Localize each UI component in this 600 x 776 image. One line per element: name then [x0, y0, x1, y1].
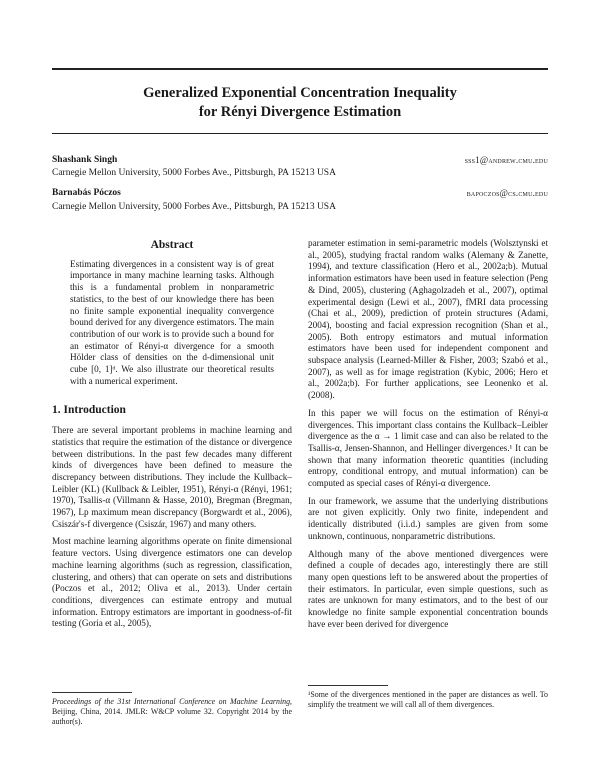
- footnote-1: ¹Some of the divergences mentioned in the paper are distances as well. To simplify the treatment we will call all of them divergences.: [308, 690, 548, 709]
- section-heading-introduction: 1. Introduction: [52, 404, 126, 417]
- title-bottom-rule: [52, 133, 548, 134]
- intro-paragraph-2: Most machine learning algorithms operate on finite dimensional feature vectors. Using divergence estimators one can develop machine learning algorithms (such as regression, classification, clustering, and others) that can operate on sets and distributions (Poczos et al., 2012; Oliva et al., 2013). Under certain conditions, divergences can estimate entropy and mutual information. Entropy estimators are important in goodness-of-fit testing (Goria et al., 2005),: [52, 536, 292, 629]
- intro-paragraph-1: There are several important problems in machine learning and statistics that require the estimation of the distance or divergence between distributions. In the past few decades many different kinds of divergences have been defined to measure the discrepancy between distributions. They include the Kullback–Leibler (KL) (Kullback & Leibler, 1951), Rényi-α (Rényi, 1961; 1970), Tsallis-α (Villmann & Hasse, 2010), Bregman (Bregman, 1967), Lp maximum mean discrepancy (Borgwardt et al., 2006), Csiszár's-f divergence (Csiszár, 1967) and many others.: [52, 425, 292, 529]
- footnote-rule-left: [52, 692, 132, 693]
- author-affiliation: Carnegie Mellon University, 5000 Forbes Ave., Pittsburgh, PA 15213 USA: [52, 168, 336, 178]
- right-column: [308, 238, 548, 637]
- paper-title-line-2: for Rényi Divergence Estimation: [198, 104, 402, 120]
- author-name: Barnabás Póczos: [52, 188, 121, 198]
- abstract-body: [70, 259, 274, 388]
- abstract-text: Estimating divergences in a consistent way is of great importance in many machine learning tasks. Although this is a fundamental problem in nonparametric statistics, to the best of our knowledge there has been no finite sample exponential inequality convergence bound derived for any divergence estimators. The main contribution of our work is to provide such a bound for an estimator of Rényi-α divergence for a smooth Hölder class of densities on the d-dimensional unit cube [0, 1]ᵈ. We also illustrate our theoretical results with a numerical experiment.: [70, 258, 274, 386]
- paper-title-line-1: Generalized Exponential Concentration Inequality: [143, 85, 457, 101]
- author-affiliation: Carnegie Mellon University, 5000 Forbes Ave., Pittsburgh, PA 15213 USA: [52, 202, 336, 212]
- proceedings-details: Beijing, China, 2014. JMLR: W&CP volume 32. Copyright 2014 by the author(s).: [52, 707, 292, 726]
- abstract-heading: Abstract: [150, 239, 194, 251]
- intro-paragraph-3: parameter estimation in semi-parametric models (Wolsztynski et al., 2005), studying fractal random walks (Alemany & Zanette, 1994), and texture classification (Hero et al., 2002a;b). Mutual information estimators have been used in feature selection (Peng & Dind, 2005), clustering (Aghagolzadeh et al., 2007), optimal experimental design (Lewi et al., 2007), fMRI data processing (Chai et al., 2009), prediction of protein structures (Adami, 2004), boosting and facial expression recognition (Shan et al., 2005). Both entropy estimators and mutual information estimators have been used for independent component and subspace analysis (Learned-Miller & Fisher, 2003; Szabó et al., 2007), as well as for image registration (Kybic, 2006; Hero et al., 2002a;b). For further applications, see Leonenko et al. (2008).: [308, 238, 548, 401]
- left-column: [52, 240, 292, 636]
- proceedings-footnote: [52, 697, 292, 727]
- intro-paragraph-5: In our framework, we assume that the underlying distributions are not given explicitly. Only two finite, independent and identically distributed (i.i.d.) samples are given from some unknown, continuous, nonparametric distributions.: [308, 495, 548, 541]
- intro-paragraph-4: In this paper we will focus on the estimation of Rényi-α divergences. This important class contains the Kullback–Leibler divergence as the α → 1 limit case and can also be related to the Tsallis-α, Jensen-Shannon, and Hellinger divergences.¹ It can be shown that many information theoretic quantities (including entropy, conditional entropy, and mutual information) can be computed as special cases of Rényi-α divergence.: [308, 407, 548, 489]
- author-email[interactable]: bapoczos@cs.cmu.edu: [466, 188, 548, 198]
- author-name: Shashank Singh: [52, 155, 118, 165]
- author-email[interactable]: sss1@andrew.cmu.edu: [464, 155, 548, 165]
- proceedings-venue: Proceedings of the 31st International Conference on Machine Learning,: [52, 697, 292, 706]
- intro-paragraph-6: Although many of the above mentioned divergences were defined a couple of decades ago, interestingly there are still many open questions left to be answered about the properties of their estimators. In particular, even simple questions, such as rates are unknown for many estimators, and to the best of our knowledge no finite sample exponential concentration bounds have ever been derived for divergence: [308, 548, 548, 629]
- footnote-rule-right: [308, 685, 388, 686]
- title-top-rule: [52, 68, 548, 70]
